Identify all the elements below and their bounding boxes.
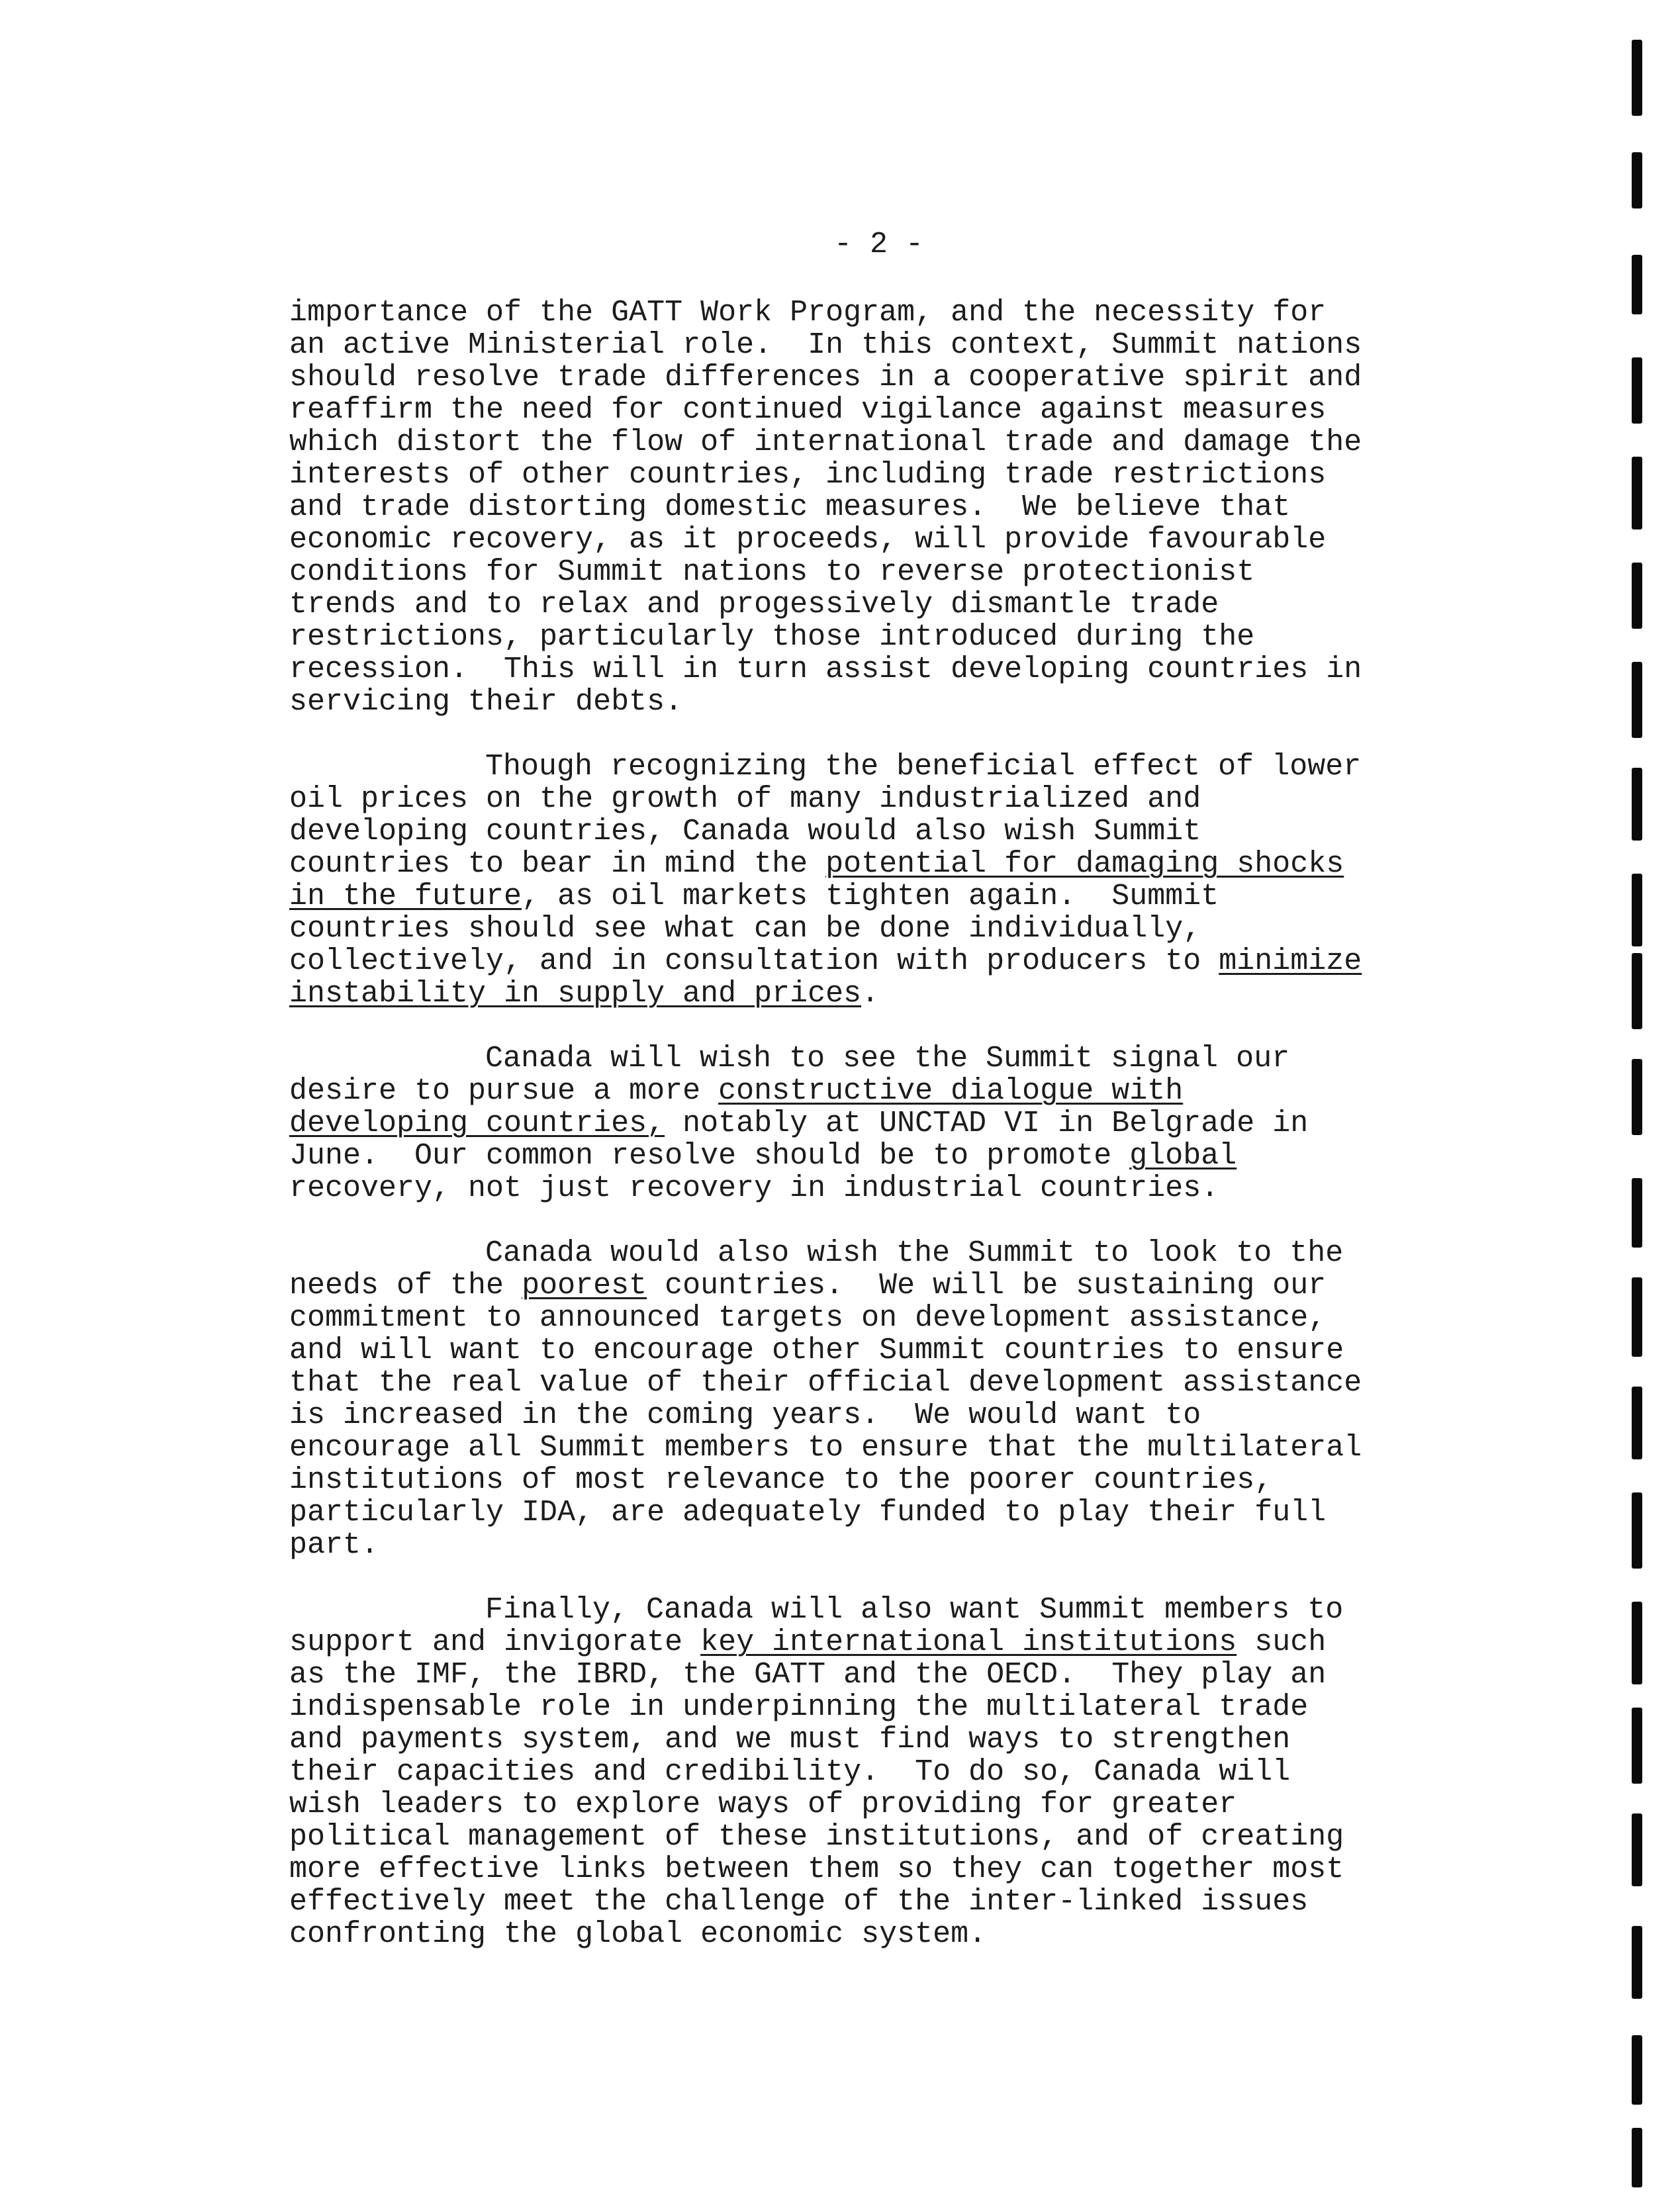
text-line bbox=[289, 1302, 1501, 1334]
text-segment: developing countries, Canada would also wish Summit bbox=[289, 815, 1201, 848]
text-segment: recovery, not just recovery in industrial countries. bbox=[289, 1171, 1219, 1205]
scan-edge-mark bbox=[1632, 563, 1642, 629]
underlined-text: global bbox=[1129, 1139, 1237, 1173]
text-segment: Canada would also wish the Summit to look to the bbox=[485, 1236, 1344, 1270]
text-line bbox=[289, 686, 1501, 718]
text-segment: their capacities and credibility. To do so, Canada will bbox=[289, 1755, 1291, 1789]
text-line bbox=[289, 815, 1501, 848]
text-line bbox=[289, 1496, 1501, 1529]
scan-edge-mark bbox=[1632, 457, 1642, 529]
text-segment: wish leaders to explore ways of providing for greater bbox=[289, 1788, 1237, 1821]
underlined-text: minimize bbox=[1219, 944, 1362, 978]
text-segment: conditions for Summit nations to reverse protectionist bbox=[289, 555, 1255, 589]
text-segment: an active Ministerial role. In this context, Summit nations bbox=[289, 328, 1362, 362]
text-line bbox=[289, 1042, 1501, 1075]
underlined-text: constructive dialogue with bbox=[718, 1074, 1184, 1108]
scan-edge-mark bbox=[1632, 874, 1642, 946]
text-line bbox=[289, 426, 1501, 459]
underlined-text: instability in supply and prices bbox=[289, 977, 862, 1011]
scan-edge-mark bbox=[1632, 953, 1642, 1029]
text-line bbox=[289, 1918, 1501, 1950]
text-segment: which distort the flow of international trade and damage the bbox=[289, 426, 1362, 459]
underlined-text: potential for damaging shocks bbox=[825, 847, 1344, 881]
text-segment: interests of other countries, including trade restrictions bbox=[289, 458, 1327, 492]
text-segment: Finally, Canada will also want Summit members to bbox=[485, 1593, 1344, 1627]
text-segment: importance of the GATT Work Program, and the necessity for bbox=[289, 296, 1327, 330]
text-segment: part. bbox=[289, 1528, 379, 1562]
text-segment: political management of these institutions, and of creating bbox=[289, 1820, 1344, 1854]
text-segment: reaffirm the need for continued vigilance against measures bbox=[289, 393, 1327, 427]
scan-edge-mark bbox=[1632, 1387, 1642, 1459]
scan-edge-mark bbox=[1632, 1708, 1642, 1784]
scan-edge-mark bbox=[1632, 1492, 1642, 1569]
text-segment: that the real value of their official development assistance bbox=[289, 1366, 1362, 1400]
text-line bbox=[289, 1529, 1501, 1561]
text-line bbox=[289, 556, 1501, 588]
text-line bbox=[289, 491, 1501, 524]
text-line bbox=[289, 297, 1501, 329]
text-line bbox=[289, 1367, 1501, 1399]
scan-edge-mark bbox=[1632, 1813, 1642, 1886]
scan-edge-mark bbox=[1632, 1926, 1642, 1999]
scan-edge-mark bbox=[1632, 1059, 1642, 1135]
text-segment: notably at UNCTAD VI in Belgrade in bbox=[665, 1107, 1309, 1140]
scan-edge-mark bbox=[1632, 1178, 1642, 1248]
text-line bbox=[289, 978, 1501, 1010]
text-segment: effectively meet the challenge of the inter-linked issues bbox=[289, 1885, 1309, 1919]
text-segment: economic recovery, as it proceeds, will provide favourable bbox=[289, 523, 1327, 557]
text-line bbox=[289, 1886, 1501, 1918]
text-line bbox=[289, 394, 1501, 426]
text-segment: is increased in the coming years. We would want to bbox=[289, 1398, 1201, 1432]
underlined-text: key international institutions bbox=[700, 1626, 1237, 1659]
scan-edge-mark bbox=[1632, 768, 1642, 841]
text-segment: particularly IDA, are adequately funded to play their full bbox=[289, 1496, 1327, 1530]
text-line bbox=[289, 1075, 1501, 1107]
text-segment: as the IMF, the IBRD, the GATT and the OECD. They play an bbox=[289, 1658, 1327, 1692]
text-line bbox=[289, 1723, 1501, 1756]
text-segment: recession. This will in turn assist developing countries in bbox=[289, 653, 1362, 686]
text-line bbox=[289, 588, 1501, 621]
text-segment: commitment to announced targets on development assistance, bbox=[289, 1301, 1327, 1335]
text-line bbox=[289, 1269, 1501, 1302]
paragraph-2 bbox=[289, 751, 1501, 1010]
text-segment: should resolve trade differences in a cooperative spirit and bbox=[289, 361, 1362, 394]
text-segment: . bbox=[861, 977, 880, 1011]
paragraph-3 bbox=[289, 1042, 1501, 1205]
text-segment: and payments system, and we must find ways to strengthen bbox=[289, 1723, 1291, 1757]
scan-edge-mark bbox=[1632, 357, 1642, 424]
text-line bbox=[289, 1140, 1501, 1172]
text-line bbox=[289, 1432, 1501, 1464]
text-line bbox=[289, 1853, 1501, 1886]
scan-edge-mark bbox=[1632, 2035, 1642, 2105]
text-segment: restrictions, particularly those introduced during the bbox=[289, 620, 1255, 654]
text-segment: indispensable role in underpinning the multilateral trade bbox=[289, 1690, 1309, 1724]
text-segment: needs of the bbox=[289, 1269, 522, 1303]
text-line bbox=[289, 1594, 1501, 1626]
text-segment: confronting the global economic system. bbox=[289, 1917, 987, 1951]
paragraph-4 bbox=[289, 1237, 1501, 1561]
text-segment: Though recognizing the beneficial effect of lower bbox=[485, 750, 1362, 784]
text-line bbox=[289, 913, 1501, 945]
text-line bbox=[289, 1107, 1501, 1140]
text-segment: more effective links between them so they can together most bbox=[289, 1853, 1344, 1886]
text-segment: such bbox=[1237, 1626, 1327, 1659]
text-segment: desire to pursue a more bbox=[289, 1074, 719, 1108]
text-line bbox=[289, 1172, 1501, 1205]
text-line bbox=[289, 1626, 1501, 1659]
scan-edge-mark bbox=[1632, 40, 1642, 116]
text-segment: institutions of most relevance to the poorer countries, bbox=[289, 1463, 1273, 1497]
underlined-text: developing countries, bbox=[289, 1107, 665, 1140]
text-line bbox=[289, 1691, 1501, 1723]
text-line bbox=[289, 1659, 1501, 1691]
text-line bbox=[289, 751, 1501, 783]
underlined-text: in the future bbox=[289, 880, 522, 913]
text-line bbox=[289, 1756, 1501, 1788]
page-number: - 2 - bbox=[834, 228, 924, 261]
text-line bbox=[289, 1464, 1501, 1496]
scan-edge-mark bbox=[1632, 1602, 1642, 1684]
paragraph-5 bbox=[289, 1594, 1501, 1950]
text-segment: countries should see what can be done individually, bbox=[289, 912, 1201, 946]
text-line bbox=[289, 945, 1501, 978]
text-segment: and will want to encourage other Summit countries to ensure bbox=[289, 1334, 1344, 1367]
text-line bbox=[289, 459, 1501, 491]
text-line bbox=[289, 329, 1501, 361]
text-line bbox=[289, 1334, 1501, 1367]
text-line bbox=[289, 621, 1501, 653]
text-line bbox=[289, 1788, 1501, 1821]
scan-edge-mark bbox=[1632, 2128, 1642, 2187]
text-segment: June. Our common resolve should be to promote bbox=[289, 1139, 1130, 1173]
text-segment: encourage all Summit members to ensure that the multilateral bbox=[289, 1431, 1362, 1465]
text-line bbox=[289, 1399, 1501, 1432]
text-segment: and trade distorting domestic measures. We believe that bbox=[289, 490, 1291, 524]
text-segment: Canada will wish to see the Summit signal our bbox=[485, 1042, 1290, 1076]
scan-edge-mark bbox=[1632, 1277, 1642, 1357]
document-body bbox=[289, 297, 1501, 1983]
text-line bbox=[289, 880, 1501, 913]
text-segment: collectively, and in consultation with producers to bbox=[289, 944, 1219, 978]
text-segment: , as oil markets tighten again. Summit bbox=[522, 880, 1219, 913]
text-line bbox=[289, 361, 1501, 394]
text-segment: trends and to relax and progessively dismantle trade bbox=[289, 588, 1219, 621]
text-line bbox=[289, 1237, 1501, 1269]
text-segment: oil prices on the growth of many industrialized and bbox=[289, 782, 1201, 816]
scan-edge-mark bbox=[1632, 152, 1642, 208]
text-line bbox=[289, 848, 1501, 880]
underlined-text: poorest bbox=[522, 1269, 647, 1303]
text-segment: servicing their debts. bbox=[289, 685, 683, 719]
text-line bbox=[289, 1821, 1501, 1853]
paragraph-1 bbox=[289, 297, 1501, 718]
scan-edge-mark bbox=[1632, 255, 1642, 314]
text-segment: support and invigorate bbox=[289, 1626, 701, 1659]
scan-edge-mark bbox=[1632, 662, 1642, 738]
text-segment: countries to bear in mind the bbox=[289, 847, 826, 881]
text-line bbox=[289, 653, 1501, 686]
text-segment: countries. We will be sustaining our bbox=[647, 1269, 1327, 1303]
text-line bbox=[289, 783, 1501, 815]
text-line bbox=[289, 524, 1501, 556]
